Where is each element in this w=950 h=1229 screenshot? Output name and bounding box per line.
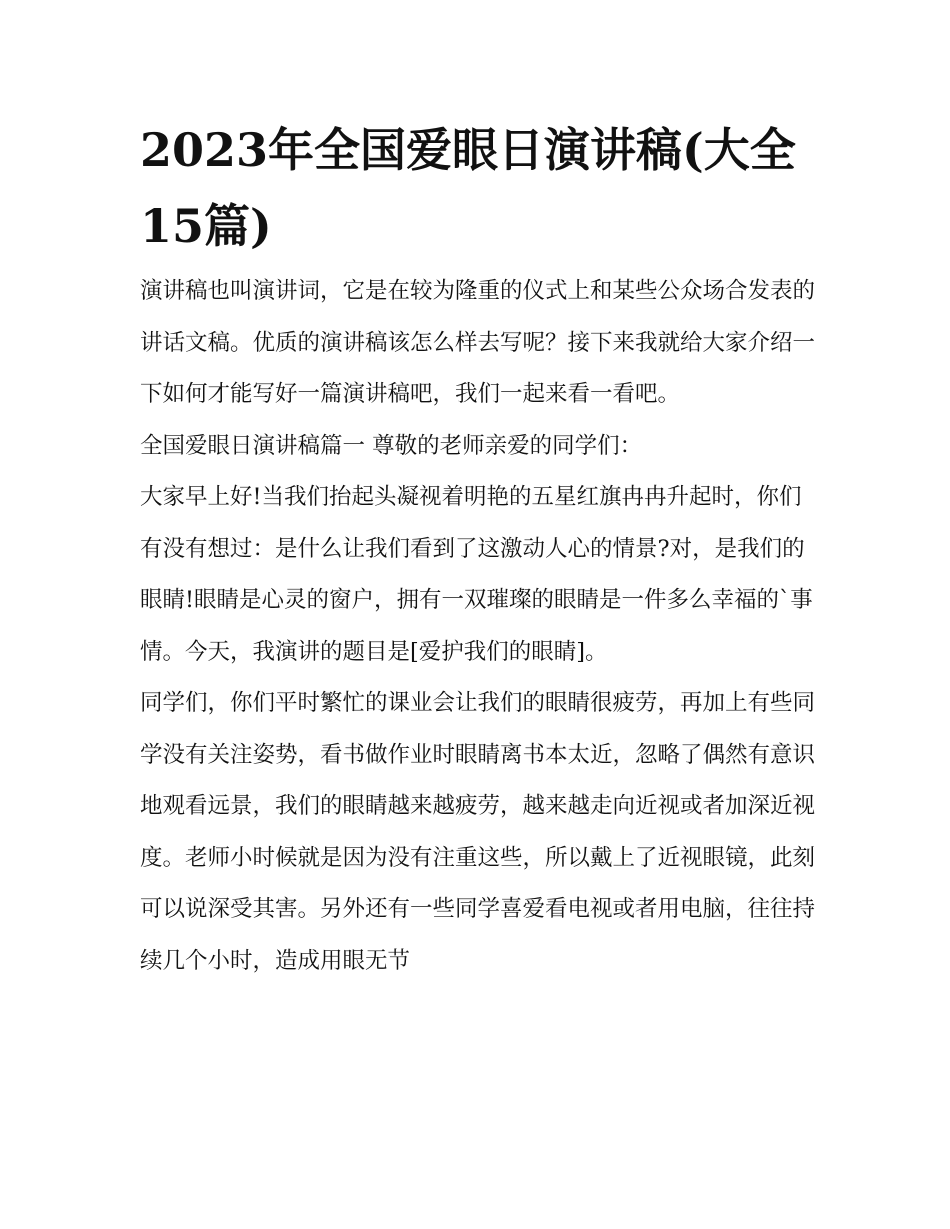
- section-heading-paragraph: 全国爱眼日演讲稿篇一 尊敬的老师亲爱的同学们：: [140, 432, 643, 459]
- body-paragraph-1: 大家早上好!当我们抬起头凝视着明艳的五星红旗冉冉升起时，你们有没有想过：是什么让我们看到了这激动人心的情景?对，是我们的眼睛!眼睛是心灵的窗户，拥有一双璀璨的眼睛是一件多么幸福的`事情。今天，我演讲的题目是[爱护我们的眼睛]。: [140, 484, 813, 665]
- body-paragraph-2: 同学们，你们平时繁忙的课业会让我们的眼睛很疲劳，再加上有些同学没有关注姿势，看书做作业时眼睛离书本太近，忽略了偶然有意识地观看远景，我们的眼睛越来越疲劳，越来越走向近视或者加深近视度。老师小时候就是因为没有注重这些，所以戴上了近视眼镜，此刻可以说深受其害。另外还有一些同学喜爱看电视或者用电脑，往往持续几个小时，造成用眼无节: [140, 690, 816, 974]
- document-body: [140, 112, 815, 987]
- document-title: 2023年全国爱眼日演讲稿(大全15篇): [140, 123, 796, 253]
- intro-paragraph: 演讲稿也叫演讲词，它是在较为隆重的仪式上和某些公众场合发表的讲话文稿。优质的演讲稿该怎么样去写呢？接下来我就给大家介绍一下如何才能写好一篇演讲稿吧，我们一起来看一看吧。: [140, 278, 816, 407]
